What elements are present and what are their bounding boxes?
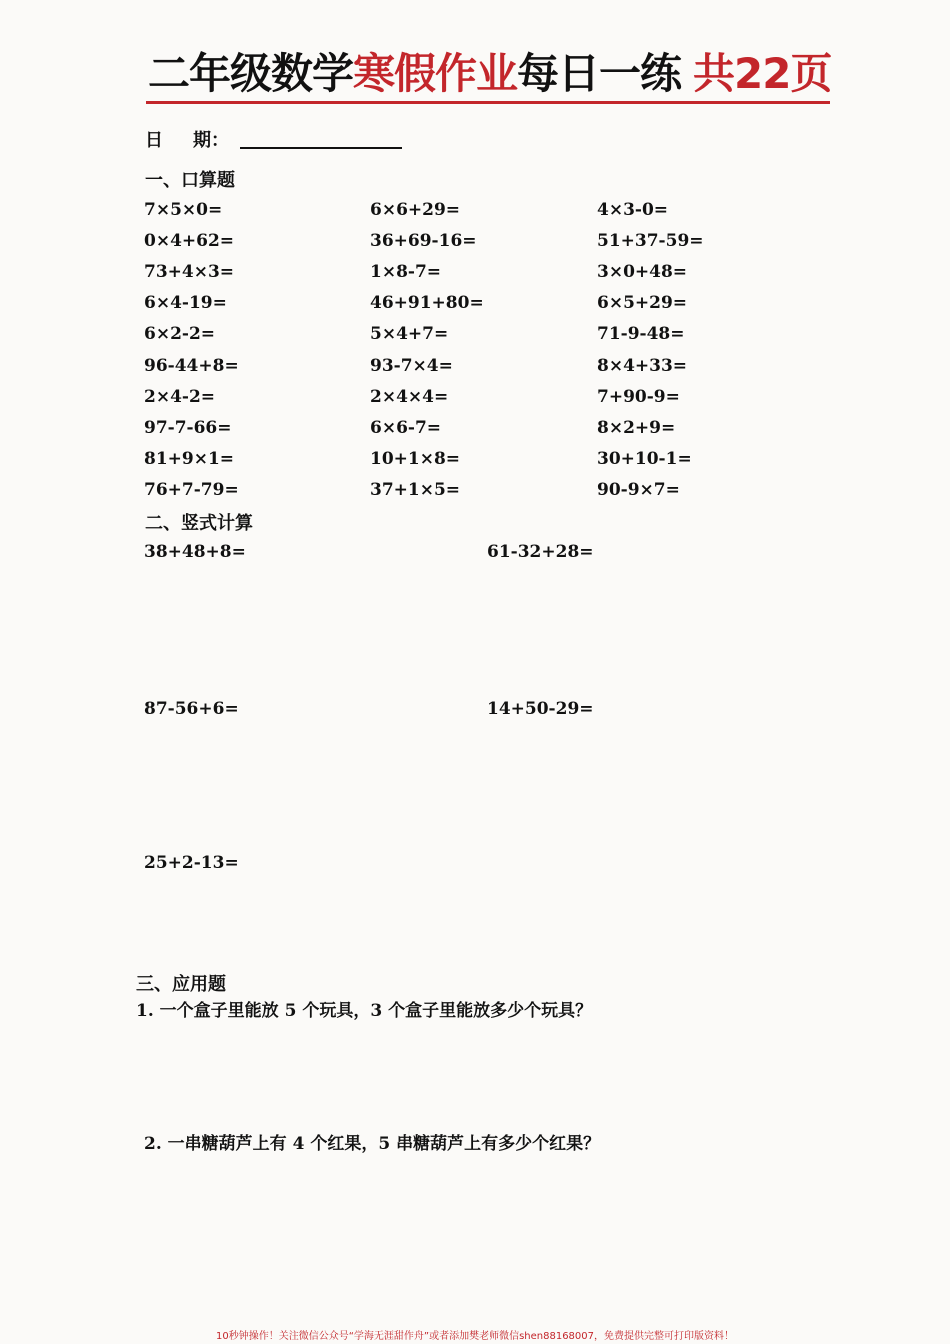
mental-math-item: 2×4-2= xyxy=(144,386,216,407)
section-vertical-calc-heading: 二、竖式计算 xyxy=(145,513,253,534)
vertical-problem-1: 38+48+8= xyxy=(144,542,246,562)
vertical-problem-5: 25+2-13= xyxy=(144,853,239,873)
mental-math-item: 97-7-66= xyxy=(144,417,232,438)
mental-math-item: 81+9×1= xyxy=(144,448,235,469)
mental-math-item: 76+7-79= xyxy=(144,479,239,500)
mental-math-item: 6×6-7= xyxy=(370,417,442,438)
section-mental-math-heading: 一、口算题 xyxy=(145,170,235,191)
mental-math-item: 6×4-19= xyxy=(144,293,227,314)
mental-math-item: 51+37-59= xyxy=(597,231,704,252)
mental-math-item: 3×0+48= xyxy=(597,262,688,283)
date-label-period: 期： xyxy=(193,130,229,151)
page-title xyxy=(148,48,838,100)
mental-math-item: 90-9×7= xyxy=(597,479,680,500)
vertical-problem-2: 61-32+28= xyxy=(487,542,594,562)
mental-math-item: 93-7×4= xyxy=(370,355,453,376)
word-problem-2: 2. 一串糖葫芦上有 4 个红果，5 串糖葫芦上有多少个红果？ xyxy=(144,1134,601,1154)
title-part-homework: 寒假作业 xyxy=(353,49,518,98)
mental-math-item: 4×3-0= xyxy=(597,200,669,220)
mental-math-item: 30+10-1= xyxy=(597,448,692,469)
date-label xyxy=(145,126,229,152)
mental-math-item: 0×4+62= xyxy=(144,231,235,252)
mental-math-item: 1×8-7= xyxy=(370,262,442,283)
mental-math-item: 8×2+9= xyxy=(597,417,676,438)
mental-math-item: 10+1×8= xyxy=(370,448,461,469)
mental-math-item: 5×4+7= xyxy=(370,324,449,345)
mental-math-item: 7×5×0= xyxy=(144,200,223,220)
mental-math-item: 7+90-9= xyxy=(597,386,680,407)
footer-note: 10秒钟操作！关注微信公众号“学海无涯甜作舟”或者添加樊老师微信shen88168007，免费提供完整可打印版资料！ xyxy=(215,1331,735,1342)
mental-math-item: 6×2-2= xyxy=(144,324,216,345)
title-part-grade: 二年级数学 xyxy=(148,49,354,98)
mental-math-item: 71-9-48= xyxy=(597,324,685,345)
date-fill-line[interactable] xyxy=(240,147,402,149)
date-label-day: 日 xyxy=(145,130,163,151)
word-problem-1: 1. 一个盒子里能放 5 个玩具，3 个盒子里能放多少个玩具？ xyxy=(136,1001,593,1021)
mental-math-item: 8×4+33= xyxy=(597,355,688,376)
title-part-pages: 共22页 xyxy=(693,49,832,98)
title-underline xyxy=(146,101,830,104)
mental-math-item: 73+4×3= xyxy=(144,262,235,283)
mental-math-item: 37+1×5= xyxy=(370,479,461,500)
mental-math-item: 6×5+29= xyxy=(597,293,688,314)
mental-math-item: 36+69-16= xyxy=(370,231,477,252)
mental-math-item: 2×4×4= xyxy=(370,386,449,407)
vertical-problem-3: 87-56+6= xyxy=(144,699,239,719)
vertical-problem-4: 14+50-29= xyxy=(487,699,594,719)
title-part-daily: 每日一练 xyxy=(517,49,682,98)
section-word-problems-heading: 三、应用题 xyxy=(136,974,226,995)
mental-math-item: 96-44+8= xyxy=(144,355,239,376)
mental-math-item: 6×6+29= xyxy=(370,200,461,220)
mental-math-item: 46+91+80= xyxy=(370,293,484,314)
